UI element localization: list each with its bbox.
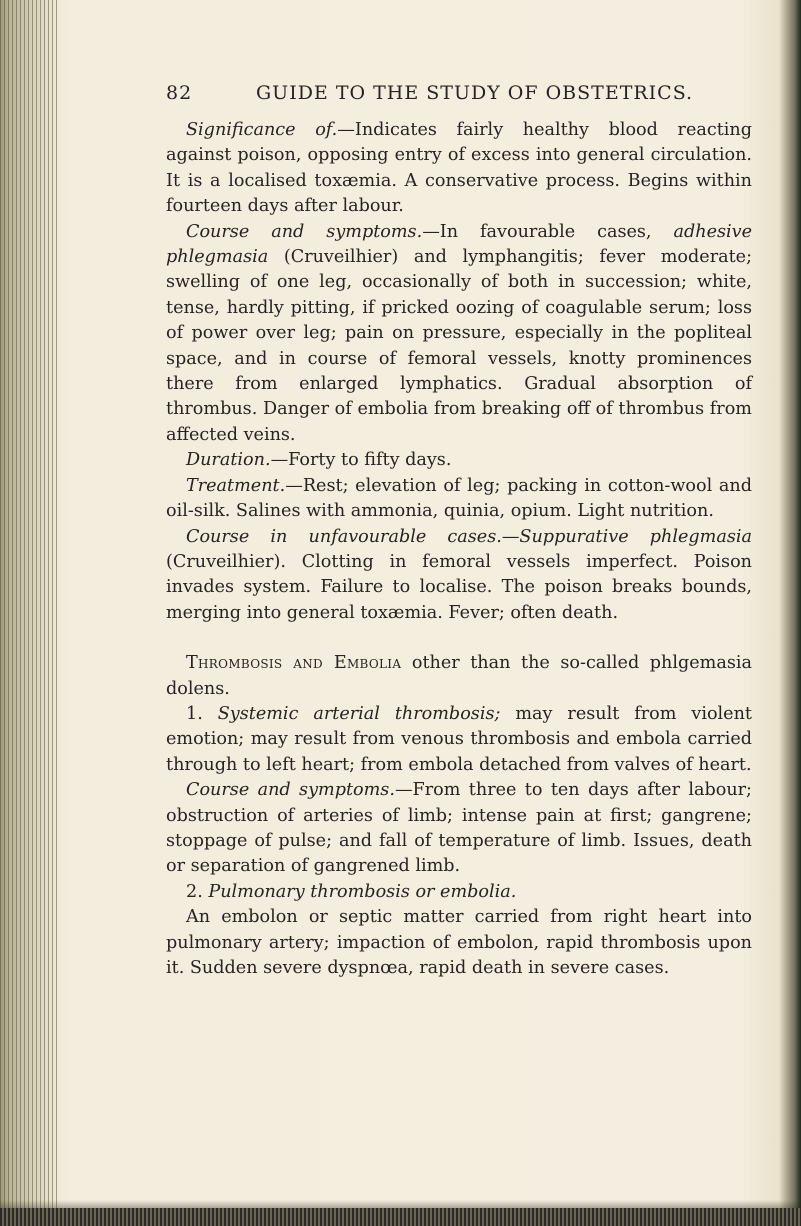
page-number: 82 [166, 82, 193, 104]
section-title-thrombosis: Thrombosis [186, 653, 283, 674]
paragraph-lead: Duration. [186, 450, 271, 471]
paragraph-unfavourable [166, 525, 752, 627]
page-header [166, 82, 694, 108]
paragraph-body: —Forty to fifty days. [270, 450, 452, 471]
paragraph-course-symptoms-2 [166, 778, 752, 880]
paragraph-body: may result from violent emotion; may result from venous thrombosis and embola carried through to left heart; from embola detached from valves of heart. [166, 703, 752, 775]
page-edge-bottom [0, 1208, 801, 1226]
page-edge-left [0, 0, 60, 1226]
paragraph-lead: Treatment. [186, 475, 286, 496]
paragraph-emphasis: Suppurative phlegmasia [519, 526, 752, 547]
item-number: 2. [186, 881, 203, 902]
paragraph-lead: Systemic arterial thrombosis; [217, 703, 501, 724]
paragraph-systemic [166, 702, 752, 778]
paragraph-lead: Course in unfavourable cases. [186, 526, 502, 547]
paragraph-lead: Course and symptoms. [186, 221, 423, 242]
section-title-and: and [282, 653, 334, 674]
body-text [166, 118, 752, 981]
paragraph-body: An embolon or septic matter carried from right heart into pulmonary artery; impaction of embolon, rapid thrombosis upon it. Sudden severe dyspnœa, rapid death in severe cases. [166, 907, 752, 978]
paragraph-body: —In favourable cases, [422, 221, 674, 242]
paragraph-body: other than the so-called phlgemasia dolens. [166, 653, 752, 699]
paragraph-body: (Cruveilhier) and lymphangitis; fever moderate; swelling of one leg, occasionally of both in succession; white, tense, hardly pitting, if pricked oozing of coagulable serum; loss of power over leg; pain on pressure, especially in the popliteal space, and in course of femoral vessels, knotty prominences there from enlarged lymphatics. Gradual absorption of thrombus. Danger of embolia from breaking off of thrombus from affected veins. [166, 247, 752, 445]
paragraph-emphasis: adhesive phlegmasia [166, 221, 753, 268]
paragraph-body: (Cruveilhier). Clotting in femoral vessels imperfect. Poison invades system. Failure to localise. The poison breaks bounds, merging into general toxæmia. Fever; often death. [166, 551, 752, 623]
paragraph-lead: Pulmonary thrombosis or embolia. [208, 881, 517, 902]
paragraph-duration [166, 448, 752, 473]
paragraph-course-symptoms [166, 220, 752, 449]
paragraph-pulmonary [166, 905, 752, 981]
paragraph-body: —From three to ten days after labour; obstruction of arteries of limb; intense pain at first; gangrene; stoppage of pulse; and fall of temperature of limb. Issues, death or separation of gangrened limb. [166, 780, 752, 877]
page-bottom-shadow [0, 1200, 801, 1208]
paragraph-lead: Course and symptoms. [186, 780, 395, 801]
running-head: GUIDE TO THE STUDY OF OBSTETRICS. [256, 82, 694, 104]
paragraph-body: —Rest; elevation of leg; packing in cotton-wool and oil-silk. Salines with ammonia, quinia, opium. Light nutrition. [166, 475, 752, 522]
item-number: 1. [186, 703, 203, 724]
paragraph-pulmonary-heading [166, 880, 752, 905]
paragraph-significance [166, 118, 752, 220]
section-heading-thrombosis [166, 651, 752, 702]
paragraph-dash: — [501, 526, 520, 547]
paragraph-lead: Significance of. [186, 120, 338, 140]
paragraph-body: —Indicates fairly healthy blood reacting against poison, opposing entry of excess into general circulation. It is a localised toxæmia. A conservative process. Begins within fourteen days after labour. [166, 120, 752, 217]
page-edge-right [779, 0, 801, 1226]
paragraph-treatment [166, 474, 752, 525]
section-title-embolia: Embolia [333, 653, 402, 674]
